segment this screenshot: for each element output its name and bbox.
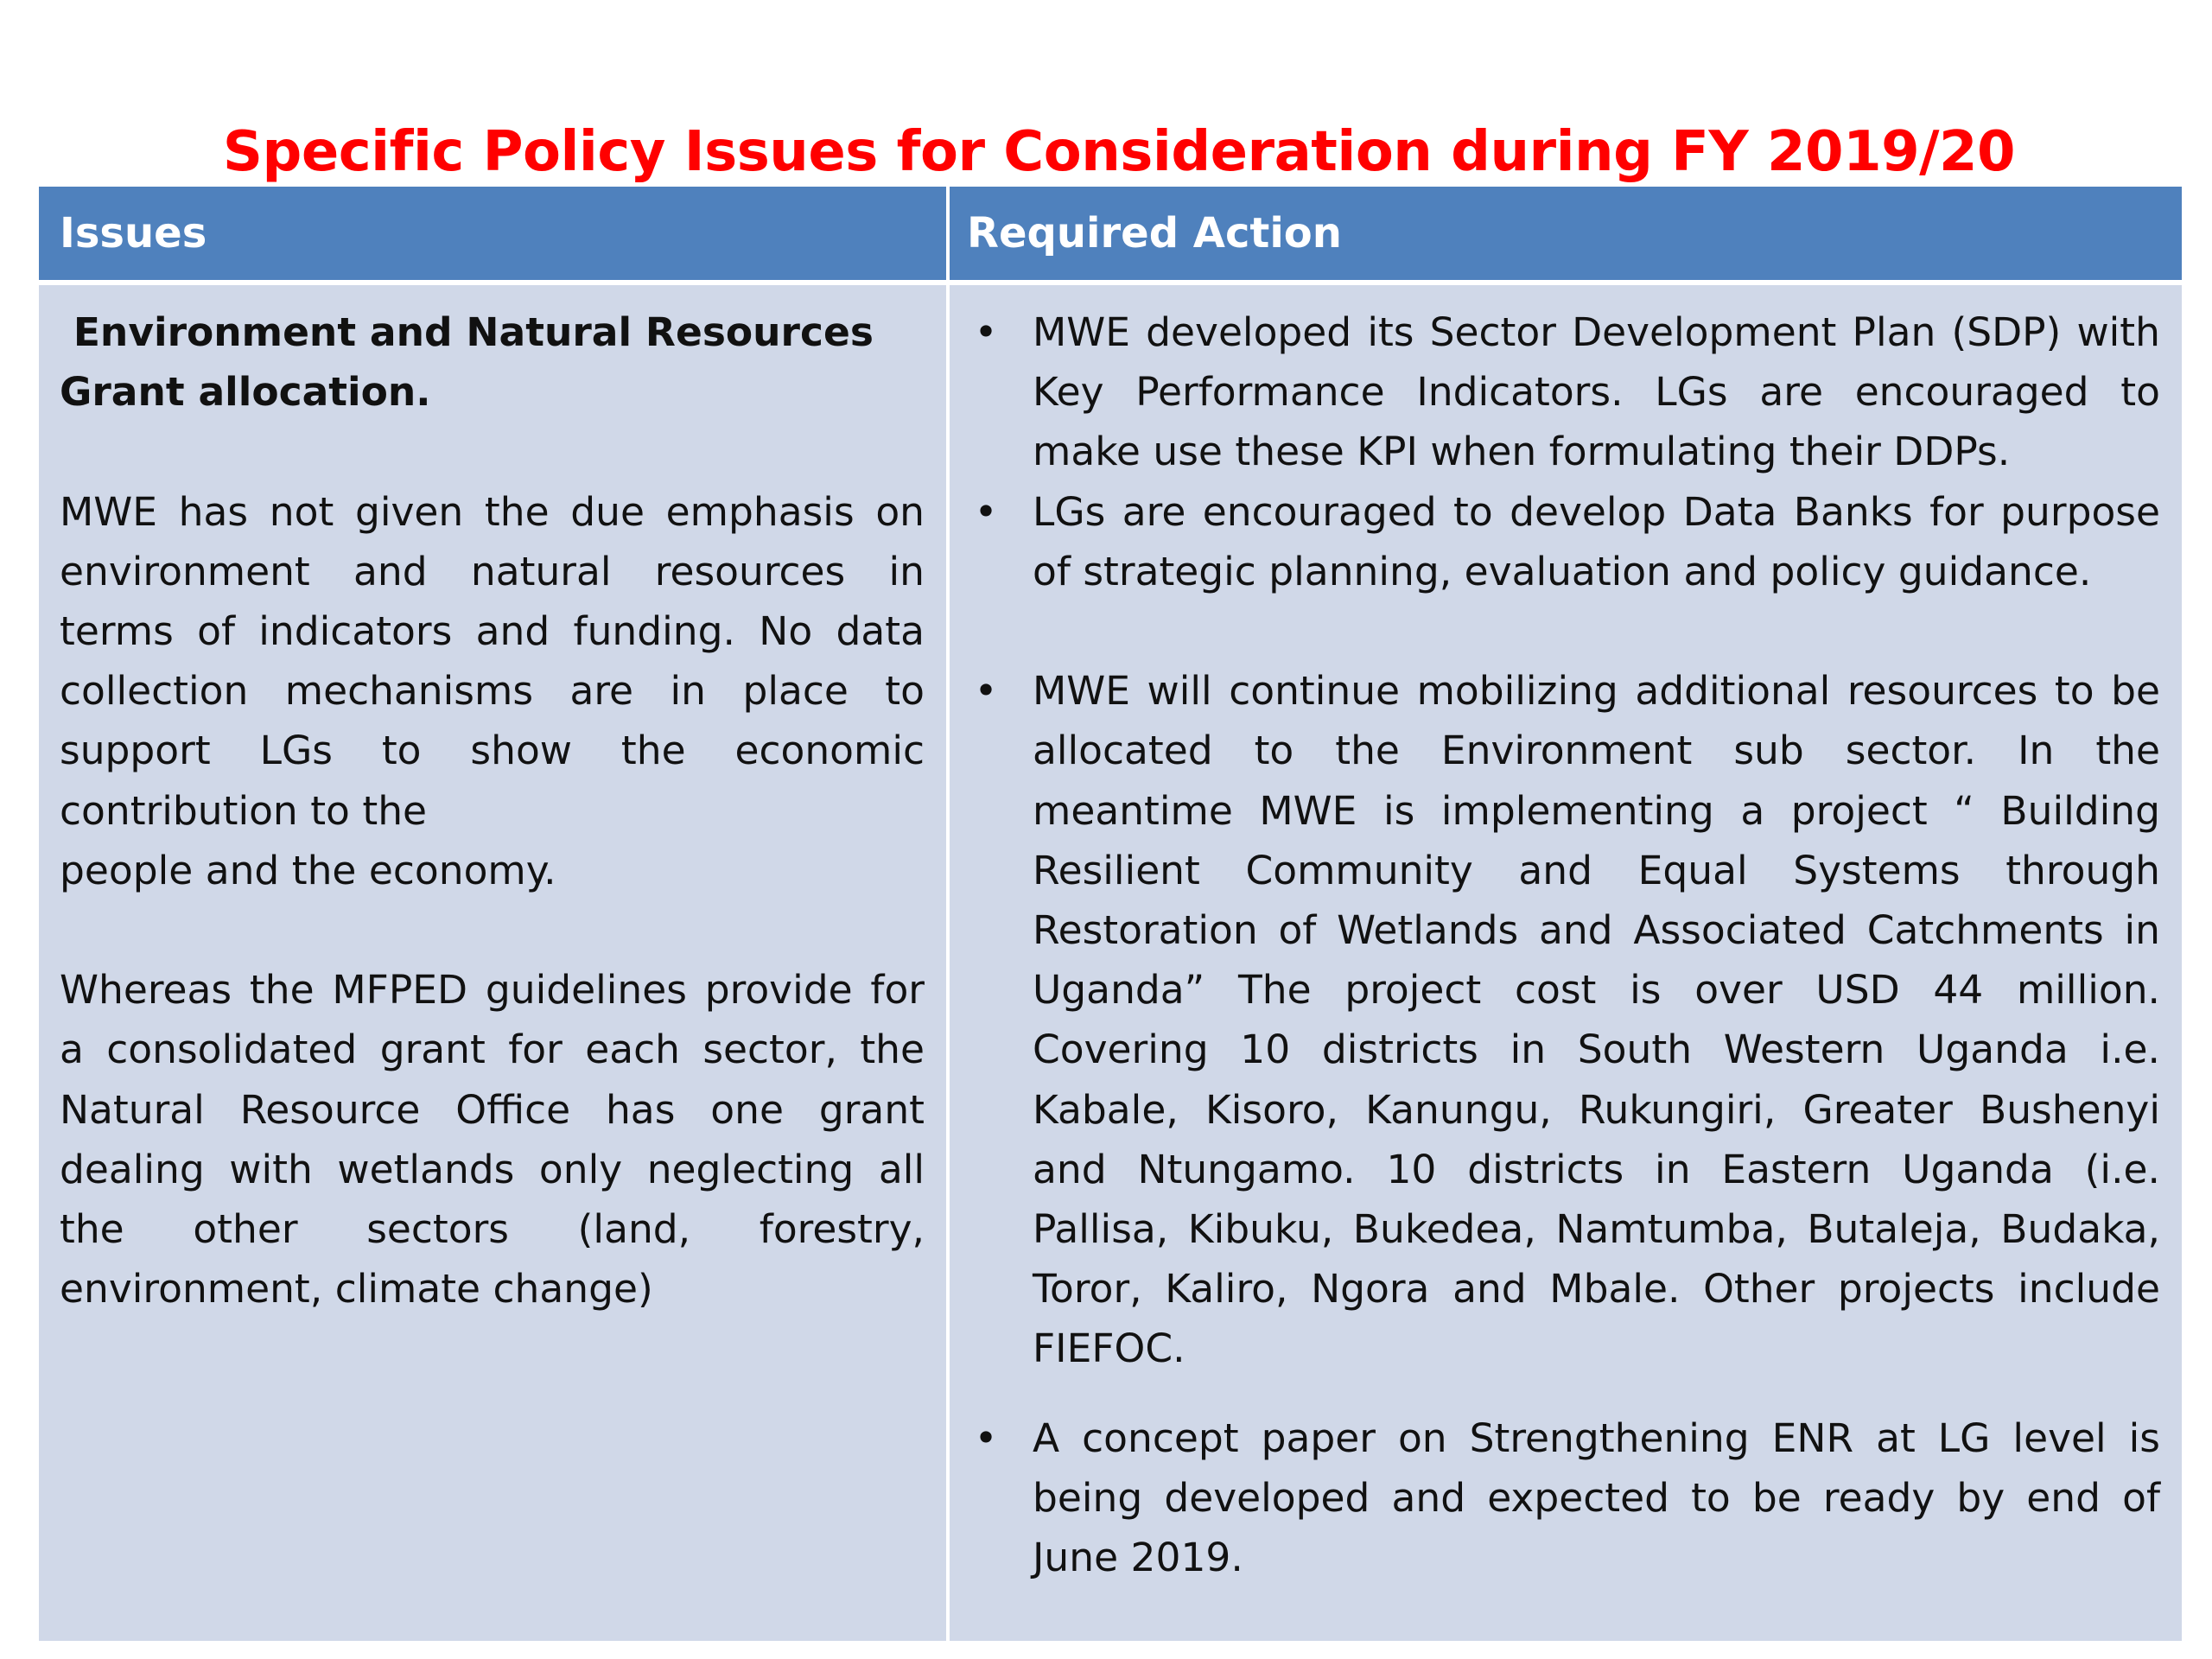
action-list bbox=[950, 302, 2160, 1587]
bullet-icon: • bbox=[974, 488, 998, 535]
required-action-cell bbox=[950, 285, 2182, 1641]
bullet-icon: • bbox=[974, 309, 998, 355]
table-header-row bbox=[39, 187, 2182, 280]
issue-heading-line1: Environment and Natural Resources bbox=[73, 309, 874, 355]
action-text: MWE developed its Sector Development Plan (SDP) with Key Performance Indicators. LGs are encouraged to make use these KPI when formulating their DDPs. bbox=[1033, 309, 2160, 475]
list-item bbox=[950, 661, 2160, 1378]
bullet-icon: • bbox=[974, 668, 998, 715]
action-text: LGs are encouraged to develop Data Banks for purpose of strategic planning, evaluation and policy guidance. bbox=[1033, 488, 2160, 594]
list-item bbox=[950, 302, 2160, 482]
bullet-icon: • bbox=[974, 1414, 998, 1461]
list-item bbox=[950, 1408, 2160, 1588]
issue-paragraph-2: Whereas the MFPED guidelines provide for a consolidated grant for each sector, the Natural Resource Office has one grant dealing with wetlands only neglecting all the other sectors (land, forestry, environment, climate change) bbox=[60, 967, 925, 1313]
policy-issues-table bbox=[39, 187, 2182, 1641]
action-text: A concept paper on Strengthening ENR at LG level is being developed and expected to be ready by end of June 2019. bbox=[1033, 1414, 2160, 1581]
issue-heading-line2: Grant allocation. bbox=[60, 369, 431, 416]
header-issues: Issues bbox=[60, 209, 207, 257]
action-text: MWE will continue mobilizing additional resources to be allocated to the Environment sub sector. In the meantime MWE is implementing a project “ Building Resilient Community and Equal Systems through Restoration of Wetlands and Associated Catchments in Uganda” The project cost is over USD 44 million. Covering 10 districts in South Western Uganda i.e. Kabale, Kisoro, Kanungu, Rukungiri, Greater Bushenyi and Ntungamo. 10 districts in Eastern Uganda (i.e. Pallisa, Kibuku, Bukedea, Namtumba, Butaleja, Budaka, Toror, Kaliro, Ngora and Mbale. Other projects include FIEFOC. bbox=[1033, 668, 2160, 1372]
list-item bbox=[950, 482, 2160, 601]
issue-paragraph-1: MWE has not given the due emphasis on environment and natural resources in terms of indicators and funding. No data collection mechanisms are in place to support LGs to show the economic contribution to the bbox=[60, 488, 925, 834]
header-required-action: Required Action bbox=[967, 209, 1342, 257]
issue-paragraph-1-end: people and the economy. bbox=[60, 847, 556, 893]
slide-title: Specific Policy Issues for Consideration during FY 2019/20 bbox=[222, 120, 2016, 183]
issues-cell bbox=[39, 285, 946, 1641]
